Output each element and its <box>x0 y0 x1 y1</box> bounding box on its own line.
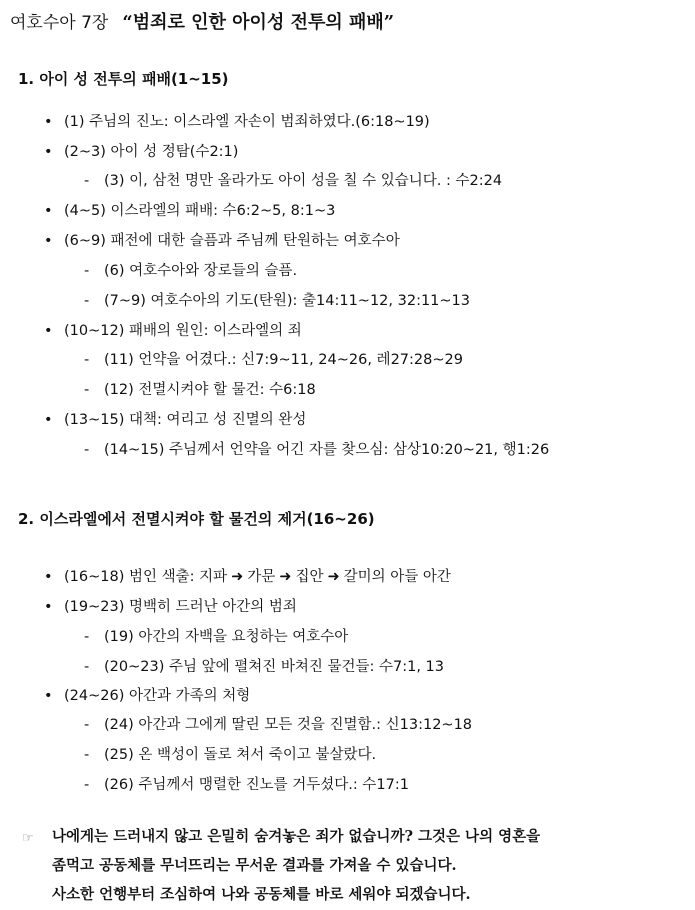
page-title <box>10 8 394 34</box>
list-item: • (4~5) 이스라엘의 패배: 수6:2~5, 8:1~3 <box>44 203 336 219</box>
list-item: • (19~23) 명백히 드러난 아간의 범죄 <box>44 599 297 615</box>
chapter-label: 여호수아 7장 <box>10 13 109 33</box>
arrow-right-icon: ➜ <box>327 569 340 585</box>
sub-list-item: - (24) 아간과 그에게 딸린 모든 것을 진멸함.: 신13:12~18 <box>84 717 473 733</box>
note-line: 사소한 언행부터 조심하여 나와 공동체를 바로 세워야 되겠습니다. <box>52 886 471 903</box>
sub-list-item: - (26) 주님께서 맹렬한 진노를 거두셨다.: 수17:1 <box>84 777 409 793</box>
list-item: • (6~9) 패전에 대한 슬픔과 주님께 탄원하는 여호수아 <box>44 233 400 249</box>
note-line: 나에게는 드러내지 않고 은밀히 숨겨놓은 죄가 없습니까? 그것은 나의 영혼을 <box>52 828 541 845</box>
sub-list-item: - (25) 온 백성이 돌로 쳐서 죽이고 불살랐다. <box>84 747 377 763</box>
section-heading: 1. 아이 성 전투의 패배(1~15) <box>18 70 229 88</box>
pointing-hand-icon: ☞ <box>22 831 34 846</box>
arrow-right-icon: ➜ <box>279 569 292 585</box>
sub-list-item: - (12) 전멸시켜야 할 물건: 수6:18 <box>84 382 316 398</box>
arrow-right-icon: ➜ <box>231 569 244 585</box>
sub-list-item: - (19) 아간의 자백을 요청하는 여호수아 <box>84 629 349 645</box>
list-item: • (1) 주님의 진노: 이스라엘 자손이 범죄하였다.(6:18~19) <box>44 114 430 130</box>
sub-list-item: - (7~9) 여호수아의 기도(탄원): 출14:11~12, 32:11~13 <box>84 293 471 309</box>
note-line: 좀먹고 공동체를 무너뜨리는 무서운 결과를 가져올 수 있습니다. <box>52 857 457 874</box>
sub-list-item: - (6) 여호수아와 장로들의 슬픔. <box>84 263 298 279</box>
sub-list-item: - (3) 이, 삼천 명만 올라가도 아이 성을 칠 수 있습니다. : 수2:24 <box>84 173 503 189</box>
list-item: • (16~18) 범인 색출: 지파 ➜ 가문 ➜ 집안 ➜ 갈미의 아들 아간 <box>44 569 451 585</box>
list-item: • (10~12) 패배의 원인: 이스라엘의 죄 <box>44 323 302 339</box>
sub-list-item: - (11) 언약을 어겼다.: 신7:9~11, 24~26, 레27:28~29 <box>84 352 463 368</box>
list-item: • (24~26) 아간과 가족의 처형 <box>44 688 251 704</box>
reflection-note <box>22 822 692 909</box>
section-heading: 2. 이스라엘에서 전멸시켜야 할 물건의 제거(16~26) <box>18 510 375 528</box>
list-item: • (2~3) 아이 성 정탐(수2:1) <box>44 144 239 160</box>
sub-list-item: - (14~15) 주님께서 언약을 어긴 자를 찾으심: 삼상10:20~21, 행1:26 <box>84 442 550 458</box>
sermon-title: “범죄로 인한 아이성 전투의 패배” <box>122 12 395 33</box>
list-item: • (13~15) 대책: 여리고 성 진멸의 완성 <box>44 412 307 428</box>
sub-list-item: - (20~23) 주님 앞에 펼쳐진 바쳐진 물건들: 수7:1, 13 <box>84 659 445 675</box>
